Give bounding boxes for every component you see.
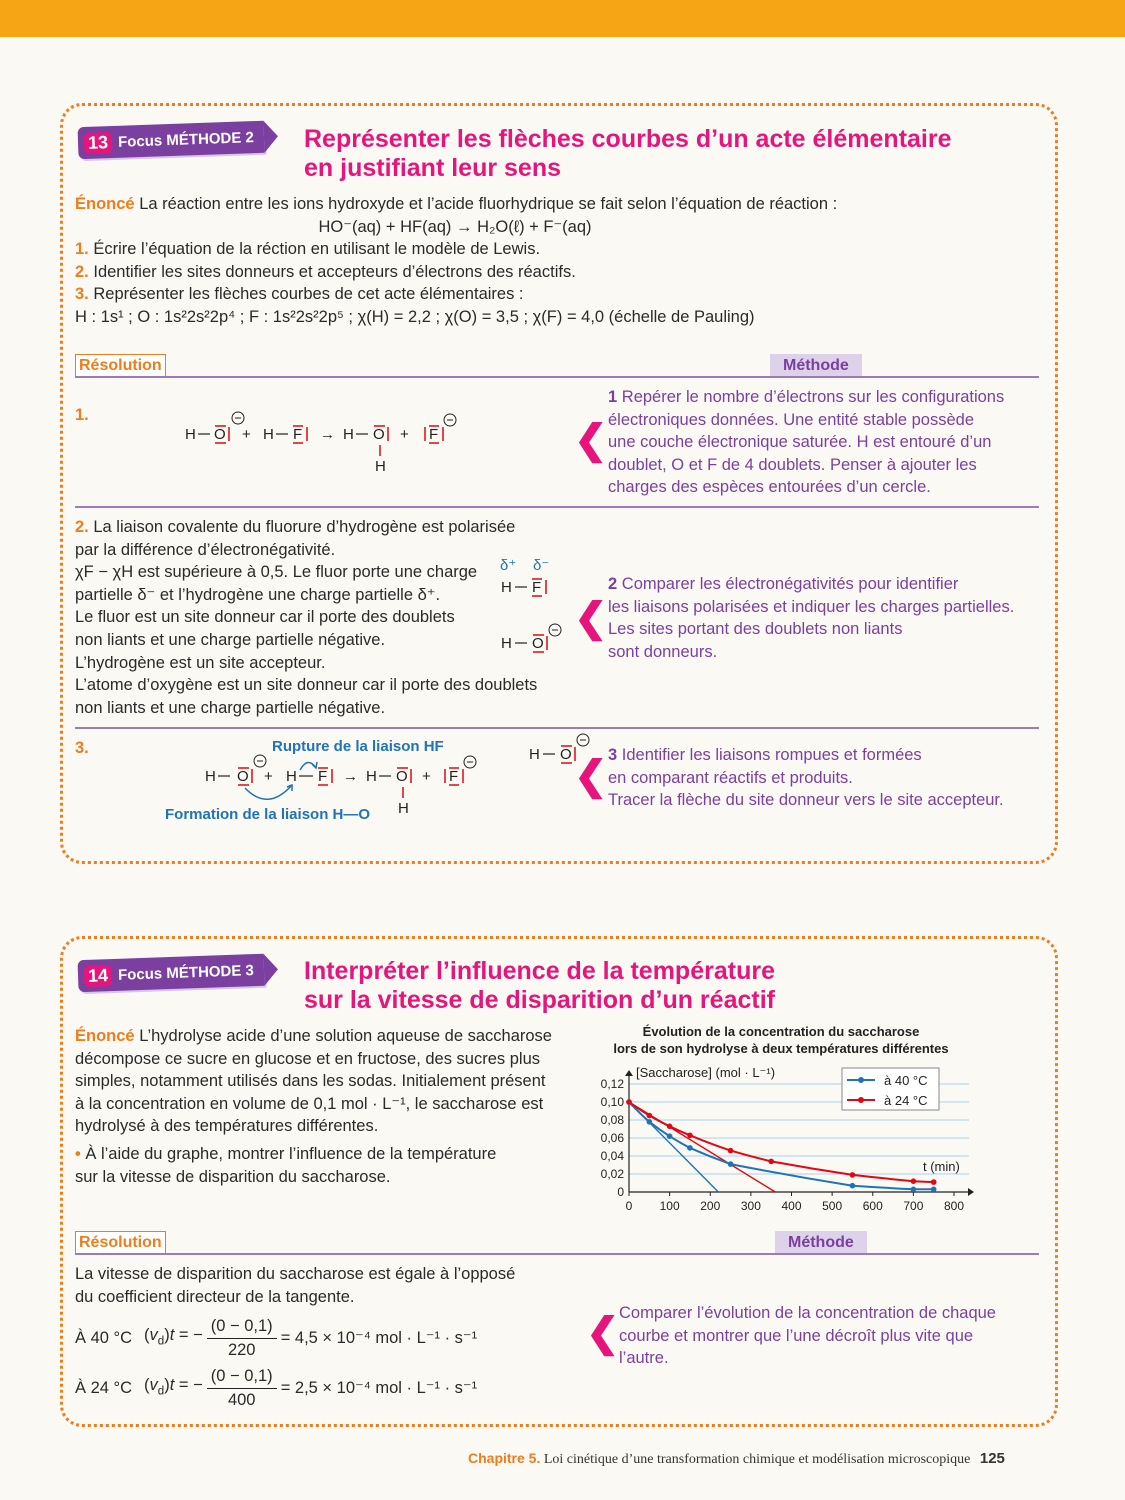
resolution-14	[75, 1263, 555, 1308]
methode-label: Méthode	[770, 354, 862, 377]
methode-num: 2	[608, 575, 618, 593]
y-tick-label: 0,12	[600, 1077, 624, 1091]
formula-result: = 2,5 × 10⁻⁴ mol · L⁻¹ · s⁻¹	[280, 1378, 478, 1397]
chart-title: Évolution de la concentration du saccharose	[642, 1024, 920, 1039]
data-point	[667, 1124, 673, 1130]
delta-plus: δ⁺	[500, 557, 517, 574]
res-num: 3.	[75, 739, 89, 757]
divider	[75, 376, 1039, 378]
data-point	[850, 1172, 856, 1178]
legend-label: à 24 °C	[884, 1093, 928, 1108]
methode-line: Les sites portant des doublets non liants	[608, 620, 903, 639]
badge-label: Focus MÉTHODE 2	[117, 128, 255, 151]
svg-text:H: H	[501, 579, 512, 596]
y-axis-arrow-icon	[625, 1070, 633, 1076]
svg-text:+: +	[400, 426, 409, 443]
methode-line: les liaisons polarisées et indiquer les charges partielles.	[608, 597, 1015, 616]
formula-temp: À 40 °C	[75, 1328, 133, 1347]
svg-text:H: H	[286, 768, 297, 785]
methode-line: doublet, O et F de 4 doublets. Penser à ajouter les	[608, 455, 977, 474]
bullet-line: À l’aide du graphe, montrer l’influence de la température	[85, 1144, 497, 1163]
svg-text:→: →	[320, 426, 335, 443]
res-line: La liaison covalente du fluorure d’hydrogène est polarisée	[93, 518, 516, 536]
svg-text:O: O	[560, 746, 572, 763]
methode-line: l’autre.	[619, 1349, 669, 1368]
formula-denominator: 400	[227, 1390, 256, 1409]
title-line: Représenter les flèches courbes d’un acte élémentaire	[304, 125, 952, 153]
enonce-line: à la concentration en volume de 0,1 mol · L⁻¹, le saccharose est	[75, 1094, 544, 1113]
title-line: Interpréter l’influence de la température	[304, 957, 775, 985]
title-line: en justifiant leur sens	[304, 154, 562, 182]
methode-line: électroniques données. Une entité stable possède	[608, 410, 975, 429]
formula-temp: À 24 °C	[75, 1378, 133, 1397]
methode-line: Identifier les liaisons rompues et formées	[621, 746, 922, 764]
section-title	[304, 957, 775, 1015]
page-number: 125	[979, 1450, 1005, 1467]
svg-text:F: F	[318, 768, 328, 785]
chart-xlabel: t (min)	[923, 1159, 960, 1174]
methode-label: Méthode	[775, 1231, 867, 1254]
divider	[75, 727, 1039, 729]
data-point	[687, 1145, 693, 1151]
enonce	[75, 193, 1035, 329]
page-footer	[468, 1450, 1005, 1468]
res-line: L’hydrogène est un site accepteur.	[75, 653, 326, 672]
res-num: 2.	[75, 518, 89, 536]
badge-number: 13	[84, 132, 113, 154]
badge-number: 14	[84, 965, 113, 987]
data-point	[728, 1161, 734, 1167]
formula-result: = 4,5 × 10⁻⁴ mol · L⁻¹ · s⁻¹	[280, 1328, 478, 1347]
res-line: La vitesse de disparition du saccharose est égale à l’opposé	[75, 1265, 516, 1283]
methode-line: Repérer le nombre d’électrons sur les configurations	[621, 388, 1005, 406]
formula-numerator: (0 − 0,1)	[207, 1365, 277, 1389]
x-tick-label: 400	[781, 1199, 802, 1213]
svg-text:F: F	[449, 768, 459, 785]
methode-line: charges des espèces entourées d’un cercle.	[608, 478, 931, 497]
q-num: 2.	[75, 262, 89, 281]
polarized-molecules	[498, 570, 568, 660]
divider	[75, 1253, 1039, 1255]
svg-text:H: H	[529, 746, 540, 763]
equation: HO⁻(aq) + HF(aq) → H₂O(ℓ) + F⁻(aq)	[318, 217, 592, 236]
data-point	[667, 1133, 673, 1139]
enonce-14	[75, 1025, 555, 1188]
methode-1	[608, 386, 1033, 499]
top-bar	[0, 0, 1125, 37]
y-tick-label: 0,02	[600, 1167, 624, 1181]
data-point	[931, 1187, 937, 1193]
res-line: Le fluor est un site donneur car il porte des doublets	[75, 608, 455, 627]
methode-line: une couche électronique saturée. H est entouré d’un	[608, 433, 992, 452]
data-point	[728, 1148, 734, 1154]
divider	[75, 506, 1039, 508]
enonce-text: La réaction entre les ions hydroxyde et l’acide fluorhydrique se fait selon l’équation de réaction :	[139, 195, 838, 213]
question: Représenter les flèches courbes de cet acte élémentaires :	[93, 285, 524, 304]
enonce-label: Énoncé	[75, 1027, 135, 1045]
svg-text:H: H	[205, 768, 216, 785]
resolution-label: Résolution	[75, 1231, 166, 1254]
y-tick-label: 0,06	[600, 1131, 624, 1145]
data-point	[647, 1119, 653, 1125]
res-line: L’atome d’oxygène est un site donneur car il porte des doublets	[75, 676, 538, 695]
title-line: sur la vitesse de disparition d’un réactif	[304, 986, 775, 1014]
x-tick-label: 800	[943, 1199, 965, 1213]
x-axis-arrow-icon	[968, 1188, 974, 1196]
chevron-left-icon: ❮	[586, 1311, 620, 1355]
res-num: 1.	[75, 406, 89, 424]
y-tick-label: 0,10	[600, 1095, 624, 1109]
chart-ylabel: [Saccharose] (mol · L⁻¹)	[636, 1065, 776, 1080]
lewis-equation-3	[200, 752, 490, 818]
y-tick-label: 0,08	[600, 1113, 624, 1127]
formula-numerator: (0 − 0,1)	[207, 1315, 277, 1339]
x-tick-label: 600	[862, 1199, 883, 1213]
data-point	[931, 1179, 937, 1185]
chevron-left-icon: ❮	[574, 754, 608, 798]
series-line	[629, 1102, 934, 1189]
res-line: partielle δ⁻ et l’hydrogène une charge partielle δ⁺.	[75, 585, 441, 604]
chart-subtitle: lors de son hydrolyse à deux températures différentes	[613, 1041, 949, 1056]
y-tick-label: 0,04	[600, 1149, 624, 1163]
enonce-label: Énoncé	[75, 195, 135, 213]
chapter-label: Chapitre 5.	[468, 1450, 541, 1466]
methode-3	[608, 744, 1033, 812]
enonce-line: décompose ce sucre en glucose et en fructose, des sucres plus	[75, 1049, 541, 1068]
lewis-equation-1	[180, 405, 480, 480]
data-point	[687, 1133, 693, 1139]
res-line: non liants et une charge partielle négative.	[75, 698, 386, 717]
svg-text:F: F	[293, 426, 303, 443]
enonce-line: simples, notamment utilisés dans les sodas. Initialement présent	[75, 1072, 546, 1091]
delta-minus: δ⁻	[533, 557, 550, 574]
methode-line: Comparer les électronégativités pour identifier	[621, 575, 959, 593]
badge-label: Focus MÉTHODE 3	[117, 961, 255, 984]
methode-line: en comparant réactifs et produits.	[608, 768, 853, 787]
data-line: H : 1s¹ ; O : 1s²2s²2p⁴ ; F : 1s²2s²2p⁵ ; χ(H) = 2,2 ; χ(O) = 3,5 ; χ(F) = 4,0 (échelle de Pauling)	[75, 307, 755, 326]
res-line: χF − χH est supérieure à 0,5. Le fluor porte une charge	[75, 563, 478, 582]
methode-line: Tracer la flèche du site donneur vers le site accepteur.	[608, 791, 1004, 810]
svg-text:O: O	[532, 635, 544, 652]
chevron-left-icon: ❮	[574, 596, 608, 640]
question: Identifier les sites donneurs et accepteurs d’électrons des réactifs.	[93, 262, 576, 281]
data-point	[626, 1099, 632, 1105]
chevron-left-icon: ❮	[574, 418, 608, 462]
badge-14	[77, 954, 264, 992]
enonce-line: L’hydrolyse acide d’une solution aqueuse de saccharose	[139, 1027, 552, 1045]
rupture-label: Rupture de la liaison HF	[272, 738, 444, 755]
formula-denominator: 220	[227, 1340, 256, 1359]
x-tick-label: 300	[740, 1199, 761, 1213]
svg-text:+: +	[422, 768, 431, 785]
methode-num: 3	[608, 746, 618, 764]
x-tick-label: 100	[659, 1199, 680, 1213]
res-line: du coefficient directeur de la tangente.	[75, 1287, 355, 1306]
series-line	[629, 1102, 934, 1182]
svg-text:H: H	[185, 426, 196, 443]
svg-text:H: H	[501, 635, 512, 652]
methode-14	[619, 1302, 1039, 1370]
saccharose-chart	[585, 1018, 980, 1218]
y-tick-label: 0	[617, 1185, 624, 1199]
bullet-icon: •	[75, 1144, 81, 1163]
svg-text:F: F	[532, 579, 542, 596]
x-tick-label: 700	[903, 1199, 924, 1213]
svg-text:H: H	[375, 458, 386, 475]
x-tick-label: 500	[822, 1199, 843, 1213]
resolution-2	[75, 516, 555, 719]
data-point	[647, 1113, 653, 1119]
legend-marker	[858, 1077, 864, 1083]
x-tick-label: 0	[625, 1199, 633, 1213]
enonce-line: hydrolysé à des températures différentes.	[75, 1117, 379, 1136]
methode-2	[608, 573, 1033, 663]
data-point	[911, 1178, 917, 1184]
methode-line: courbe et montrer que l’une décroît plus vite que	[619, 1326, 974, 1345]
svg-text:→: →	[343, 768, 358, 785]
svg-text:O: O	[396, 768, 408, 785]
svg-text:H: H	[366, 768, 377, 785]
data-point	[850, 1183, 856, 1189]
svg-text:+: +	[264, 768, 273, 785]
bullet-line: sur la vitesse de disparition du saccharose.	[75, 1167, 391, 1186]
svg-text:H: H	[343, 426, 354, 443]
svg-text:O: O	[373, 426, 385, 443]
svg-text:H: H	[398, 800, 409, 817]
legend-label: à 40 °C	[884, 1073, 928, 1088]
svg-text:+: +	[242, 426, 251, 443]
svg-text:O: O	[214, 426, 226, 443]
legend-marker	[858, 1097, 864, 1103]
methode-num: 1	[608, 388, 618, 406]
badge-13	[77, 121, 264, 159]
svg-text:O: O	[237, 768, 249, 785]
question: Écrire l’équation de la réction en utilisant le modèle de Lewis.	[93, 240, 541, 259]
formula-40: À 40 °C $(v_d)t$ = − $\frac{(0 - 0,1)}{220}$ = 4,5 × 10⁻⁴ mol · L⁻¹ · s⁻¹	[75, 1315, 477, 1361]
chapter-title: Loi cinétique d’une transformation chimique et modélisation microscopique	[543, 1452, 971, 1467]
methode-line: Comparer l’évolution de la concentration de chaque	[619, 1304, 996, 1322]
resolution-label: Résolution	[75, 354, 166, 377]
data-point	[768, 1159, 774, 1165]
svg-text:H: H	[263, 426, 274, 443]
res-line: par la différence d’électronégativité.	[75, 540, 336, 559]
section-title	[304, 125, 952, 183]
data-point	[911, 1187, 917, 1193]
svg-text:F: F	[429, 426, 439, 443]
q-num: 1.	[75, 240, 89, 259]
methode-line: sont donneurs.	[608, 642, 718, 661]
formula-24: À 24 °C $(v_d)t$ = − $\frac{(0 - 0,1)}{400}$ = 2,5 × 10⁻⁴ mol · L⁻¹ · s⁻¹	[75, 1365, 477, 1411]
q-num: 3.	[75, 285, 89, 304]
x-tick-label: 200	[700, 1199, 721, 1213]
formation-label: Formation de la liaison H—O	[165, 806, 371, 823]
res-line: non liants et une charge partielle négative.	[75, 630, 386, 649]
